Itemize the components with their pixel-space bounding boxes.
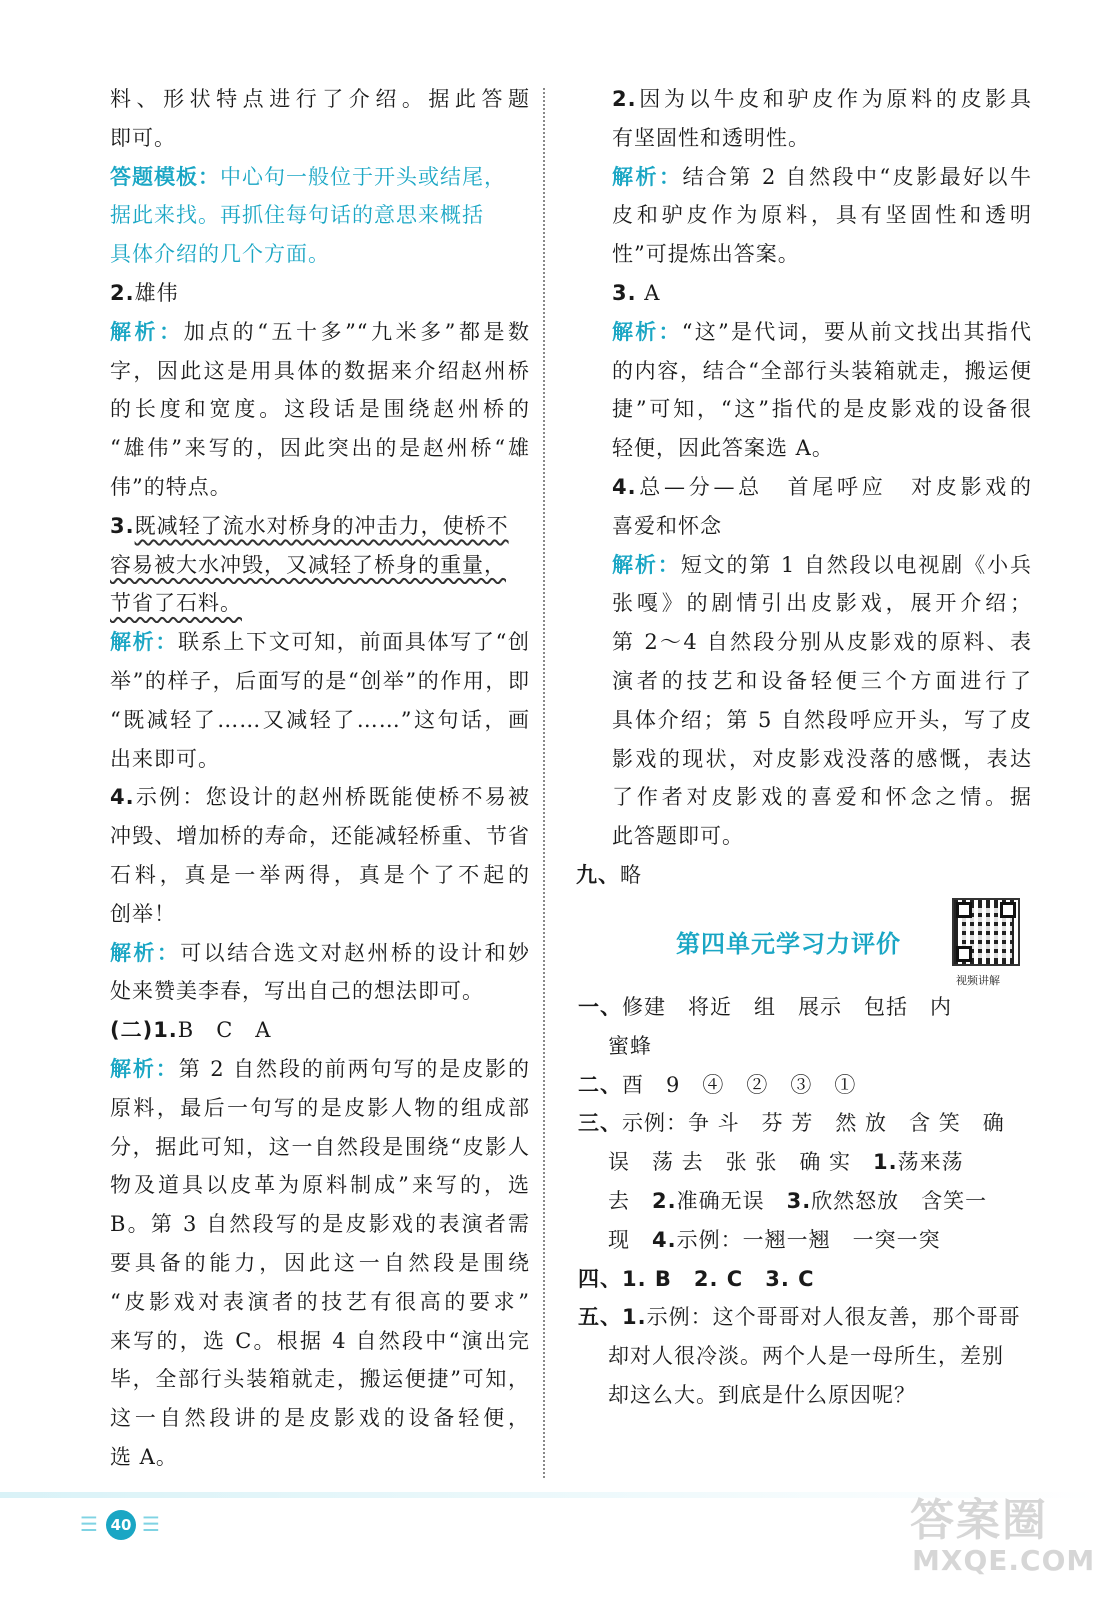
unit-answer-3-cont — [578, 1221, 1048, 1260]
text-line: 的长度和宽度。这段话是围绕赵州桥的 — [110, 397, 530, 422]
template-text: 具体介绍的几个方面。 — [110, 242, 330, 267]
text-line: 了作者对皮影戏的喜爱和怀念之情。据 — [612, 785, 1032, 810]
unit-answer-3-cont — [578, 1182, 1048, 1221]
text-line: 伟”的特点。 — [110, 474, 232, 499]
question-number: 2. — [652, 1188, 677, 1213]
analysis-label: 解析： — [110, 1056, 179, 1081]
text-line: 冲毁、增加桥的寿命，还能减轻桥重、节省 — [110, 824, 530, 849]
answer-4 — [612, 468, 1032, 507]
question-number: 3. — [786, 1188, 812, 1213]
unit-answer-5 — [578, 1298, 1048, 1337]
text-line: 分，据此可知，这一自然段是围绕“皮影人 — [110, 1134, 530, 1159]
unit-title: 第四单元学习力评价 — [676, 930, 901, 958]
question-number: 3. — [612, 280, 637, 305]
page-decoration-icon: ☰ — [80, 1512, 98, 1536]
answer-text: 总—分—总 首尾呼应 对皮影戏的 — [636, 474, 1032, 499]
analysis-label: 解析： — [612, 164, 683, 189]
text-line: 第 2～4 自然段分别从皮影戏的原料、表 — [612, 630, 1032, 655]
answer-text: 欣然怒放 含笑一 — [811, 1188, 988, 1213]
section-number: 四、 — [578, 1266, 622, 1291]
analysis-text: 加点的“五十多”“九米多”都是数 — [183, 319, 530, 344]
text-line: “皮影戏对表演者的技艺有很高的要求” — [110, 1289, 530, 1314]
answer-4 — [110, 778, 530, 817]
text-line: 来写的，选 C。根据 4 自然段中“演出完 — [110, 1328, 530, 1353]
text-line: 要具备的能力，因此这一自然段是围绕 — [110, 1250, 530, 1275]
template-text: 中心句一般位于开头或结尾， — [220, 164, 506, 189]
answer-3 — [612, 274, 1032, 313]
section-2-answer — [110, 1011, 530, 1050]
analysis-label: 解析： — [612, 552, 681, 577]
template-line — [110, 158, 530, 197]
answer-3 — [110, 507, 530, 546]
text-line: 举”的样子，后面写的是“创举”的作用，即 — [110, 668, 530, 693]
answer-text: 去 — [608, 1188, 652, 1213]
right-column — [576, 80, 1032, 895]
analysis-text: 短文的第 1 自然段以电视剧《小兵 — [680, 552, 1032, 577]
text-line: 创举！ — [110, 901, 176, 926]
unit-answer-1 — [578, 988, 1048, 1027]
analysis-line — [110, 623, 530, 662]
qr-label: 视频讲解 — [956, 974, 1000, 987]
question-number: 4. — [110, 785, 135, 810]
section-number: 二、 — [578, 1072, 622, 1097]
text-line: 皮和驴皮作为原料，具有坚固性和透明 — [612, 203, 1032, 228]
analysis-text: 第 2 自然段的前两句写的是皮影的 — [178, 1056, 530, 1081]
text-line: 喜爱和怀念 — [612, 513, 722, 538]
analysis-text: 可以结合选文对赵州桥的设计和妙 — [180, 940, 530, 965]
text-line: “既减轻了……又减轻了……”这句话，画 — [110, 707, 530, 732]
text-line: 选 A。 — [110, 1444, 178, 1469]
question-number: 1. — [873, 1150, 898, 1175]
text-line: 料、形状特点进行了介绍。据此答题 — [110, 87, 530, 111]
text-line: 有坚固性和透明性。 — [612, 125, 810, 150]
analysis-line — [110, 934, 530, 973]
unit-answer-3-cont — [578, 1143, 1048, 1182]
answer-text: 节省了石料。 — [110, 591, 242, 616]
unit-answers — [578, 988, 1048, 1415]
answer-text: 示例：您设计的赵州桥既能使桥不易被 — [134, 785, 530, 810]
page-number: 40 — [106, 1510, 136, 1540]
answer-text: 因为以牛皮和驴皮作为原料的皮影具 — [636, 87, 1032, 111]
answer-text: 既减轻了流水对桥身的冲击力，使桥不 — [134, 513, 509, 538]
answer-2 — [110, 274, 530, 313]
text-line: 处来赞美李春，写出自己的想法即可。 — [110, 979, 484, 1004]
analysis-text: 联系上下文可知，前面具体写了“创 — [178, 630, 530, 655]
text-line: 这一自然段讲的是皮影戏的设备轻便， — [110, 1406, 530, 1431]
section-9 — [576, 856, 1032, 895]
question-number: 4. — [652, 1227, 677, 1252]
analysis-line — [612, 158, 1032, 197]
text-line: 毕，全部行头装箱就走，搬运便捷”可知， — [110, 1367, 530, 1392]
analysis-text: “这”是代词，要从前文找出其指代 — [681, 319, 1032, 344]
answer-text: 误 荡 去 张 张 确 实 — [608, 1150, 874, 1175]
unit-answer-3 — [578, 1104, 1048, 1143]
answer-text: 略 — [620, 862, 642, 887]
question-number: 2. — [110, 280, 135, 305]
analysis-label: 解析： — [110, 319, 184, 344]
answer-text: 现 — [608, 1227, 652, 1252]
template-text: 据此来找。再抓住每句话的意思来概括 — [110, 203, 484, 228]
watermark-url: MXQE.COM — [912, 1544, 1096, 1577]
qr-corner — [956, 902, 972, 918]
question-number: 4. — [612, 474, 637, 499]
answer-text: 1. B 2. C 3. C — [622, 1266, 815, 1291]
answer-text: 示例：一翘一翘 一突一突 — [676, 1227, 941, 1252]
section-number: 九、 — [576, 862, 620, 887]
answer-text: 示例：争 斗 芬 芳 然 放 含 笑 确 — [622, 1111, 1005, 1136]
question-number: 2. — [612, 87, 637, 111]
answer-text: B C A — [177, 1018, 272, 1043]
text-line: 的内容，结合“全部行头装箱就走，搬运便 — [612, 358, 1032, 383]
text-line: 捷”可知，“这”指代的是皮影戏的设备很 — [612, 397, 1032, 422]
text-line: 物及道具以皮革为原料制成”来写的，选 — [110, 1173, 530, 1198]
text-line: B。第 3 自然段写的是皮影戏的表演者需 — [110, 1212, 530, 1237]
analysis-line — [110, 313, 530, 352]
text-line: 性”可提炼出答案。 — [612, 242, 800, 267]
question-number: (二)1. — [110, 1018, 178, 1043]
text-line: 出来即可。 — [110, 746, 220, 771]
answer-text: 容易被大水冲毁，又减轻了桥身的重量， — [110, 552, 506, 577]
analysis-line — [612, 313, 1032, 352]
answer-text: 雄伟 — [134, 280, 179, 305]
question-number: 1. — [622, 1305, 647, 1330]
answer-3-cont — [110, 546, 530, 585]
answer-text: 示例：这个哥哥对人很友善，那个哥哥 — [646, 1305, 1021, 1330]
analysis-line — [612, 546, 1032, 585]
page-decoration-icon: ☰ — [142, 1512, 160, 1536]
left-column — [110, 80, 530, 1477]
section-number: 三、 — [578, 1111, 622, 1136]
text-line: “雄伟”来写的，因此突出的是赵州桥“雄 — [110, 436, 530, 461]
text-line: 影戏的现状，对皮影戏没落的感慨，表达 — [612, 746, 1032, 771]
column-divider — [543, 88, 545, 1478]
watermark — [904, 1478, 1096, 1588]
watermark-text: 答案圈 — [910, 1495, 1048, 1546]
answer-3-cont — [110, 584, 530, 623]
unit-answer-5-cont: 却对人很冷淡。两个人是一母所生，差别 — [608, 1344, 1004, 1369]
text-line: 轻便，因此答案选 A。 — [612, 436, 834, 461]
text-line: 演者的技艺和设备轻便三个方面进行了 — [612, 668, 1032, 693]
text-line: 石料，真是一举两得，真是个了不起的 — [110, 862, 530, 887]
text-line: 原料，最后一句写的是皮影人物的组成部 — [110, 1095, 530, 1120]
qr-corner — [956, 946, 972, 962]
answer-2 — [612, 80, 1032, 119]
text-line: 具体介绍；第 5 自然段呼应开头，写了皮 — [612, 707, 1032, 732]
text-line: 此答题即可。 — [612, 824, 744, 849]
section-number: 一、 — [578, 995, 622, 1019]
text-line: 字，因此这是用具体的数据来介绍赵州桥 — [110, 358, 530, 383]
analysis-line — [110, 1050, 530, 1089]
unit-answer-1-cont: 蜜蜂 — [608, 1033, 652, 1058]
unit-answer-4 — [578, 1260, 1048, 1299]
answer-text: A — [644, 280, 661, 305]
analysis-label: 解析： — [110, 630, 179, 655]
qr-corner — [1000, 902, 1016, 918]
analysis-label: 解析： — [612, 319, 682, 344]
unit-answer-2 — [578, 1066, 1048, 1105]
text-line: 即可。 — [110, 125, 176, 150]
text-line: 张嘎》的剧情引出皮影戏，展开介绍； — [612, 591, 1032, 616]
unit-answer-5-cont: 却这么大。到底是什么原因呢？ — [608, 1382, 916, 1407]
answer-text: 修建 将近 组 展示 包括 内 — [622, 995, 952, 1019]
answer-text: 荡来荡 — [897, 1150, 964, 1175]
answer-text: 准确无误 — [676, 1188, 787, 1213]
question-number: 3. — [110, 513, 135, 538]
analysis-text: 结合第 2 自然段中“皮影最好以牛 — [682, 164, 1032, 189]
qr-code-icon[interactable] — [952, 898, 1020, 966]
template-label: 答题模板： — [110, 164, 220, 189]
analysis-label: 解析： — [110, 940, 181, 965]
answer-text: 酉 9 ④ ② ③ ① — [622, 1072, 857, 1097]
section-number: 五、 — [578, 1305, 622, 1330]
